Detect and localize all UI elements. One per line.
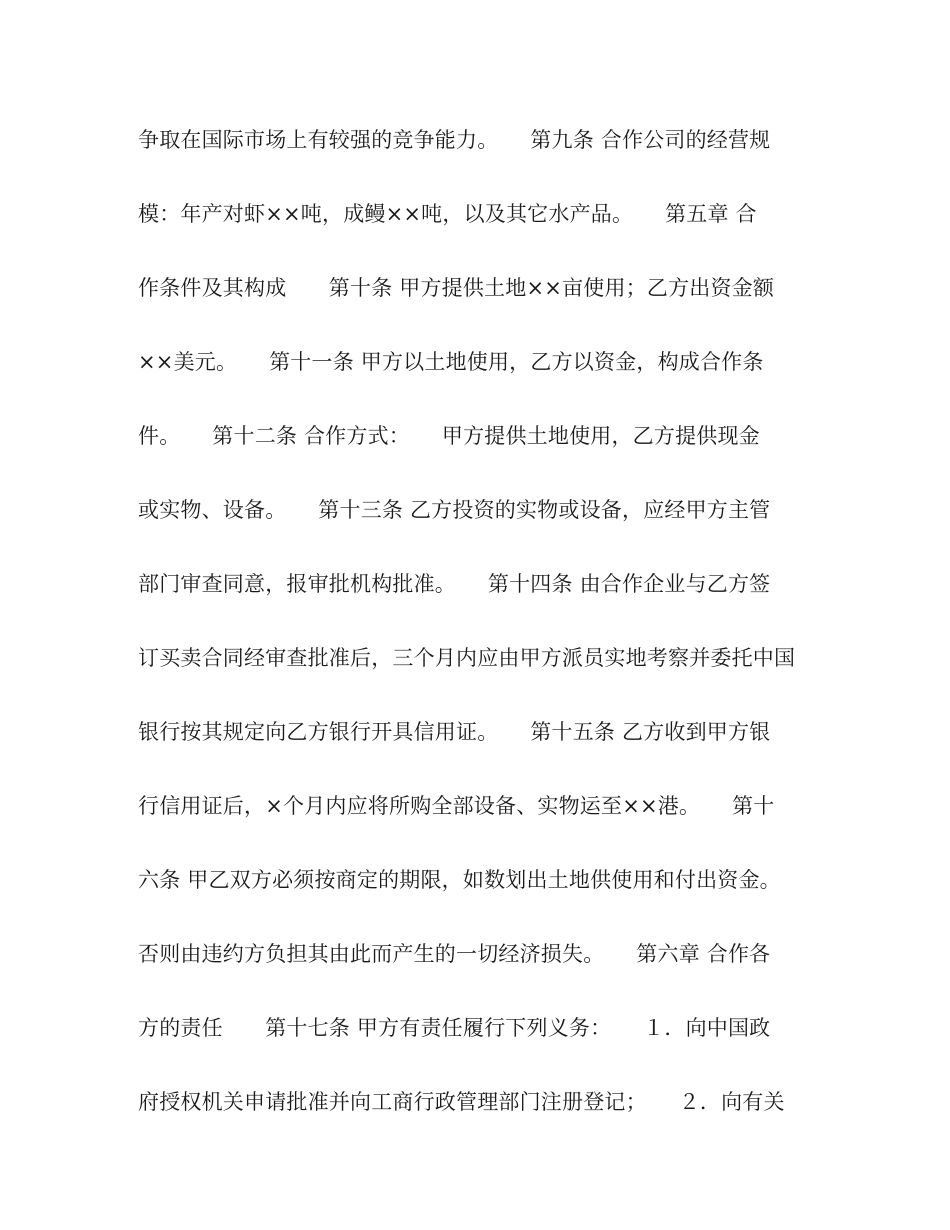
text-line: 六条 甲乙双方必须按商定的期限，如数划出土地供使用和付出资金。 xyxy=(138,868,781,892)
text-line: 府授权机关申请批准并向工商行政管理部门注册登记； ２．向有关 xyxy=(138,1090,785,1114)
text-line: 否则由违约方负担其由此而产生的一切经济损失。 第六章 合作各 xyxy=(138,942,771,966)
contract-body-text xyxy=(138,118,828,1154)
text-line: 件。 第十二条 合作方式： 甲方提供土地使用，乙方提供现金 xyxy=(138,424,760,448)
text-line: 行信用证后，×个月内应将所购全部设备、实物运至××港。 第十 xyxy=(138,794,775,818)
text-line: 或实物、设备。 第十三条 乙方投资的实物或设备，应经甲方主管 xyxy=(138,498,771,522)
text-line: 部门审查同意，报审批机构批准。 第十四条 由合作企业与乙方签 xyxy=(138,572,771,596)
text-line: 模：年产对虾××吨，成鳗××吨，以及其它水产品。 第五章 合 xyxy=(138,202,757,226)
text-line: 作条件及其构成 第十条 甲方提供土地××亩使用；乙方出资金额 xyxy=(138,276,775,300)
text-line: 订买卖合同经审查批准后，三个月内应由甲方派员实地考察并委托中国 xyxy=(138,646,796,670)
text-line: 银行按其规定向乙方银行开具信用证。 第十五条 乙方收到甲方银 xyxy=(138,720,771,744)
text-line: 争取在国际市场上有较强的竞争能力。 第九条 合作公司的经营规 xyxy=(138,128,771,152)
text-line: ××美元。 第十一条 甲方以土地使用，乙方以资金，构成合作条 xyxy=(138,350,764,374)
text-line: 方的责任 第十七条 甲方有责任履行下列义务： １．向中国政 xyxy=(138,1016,771,1040)
